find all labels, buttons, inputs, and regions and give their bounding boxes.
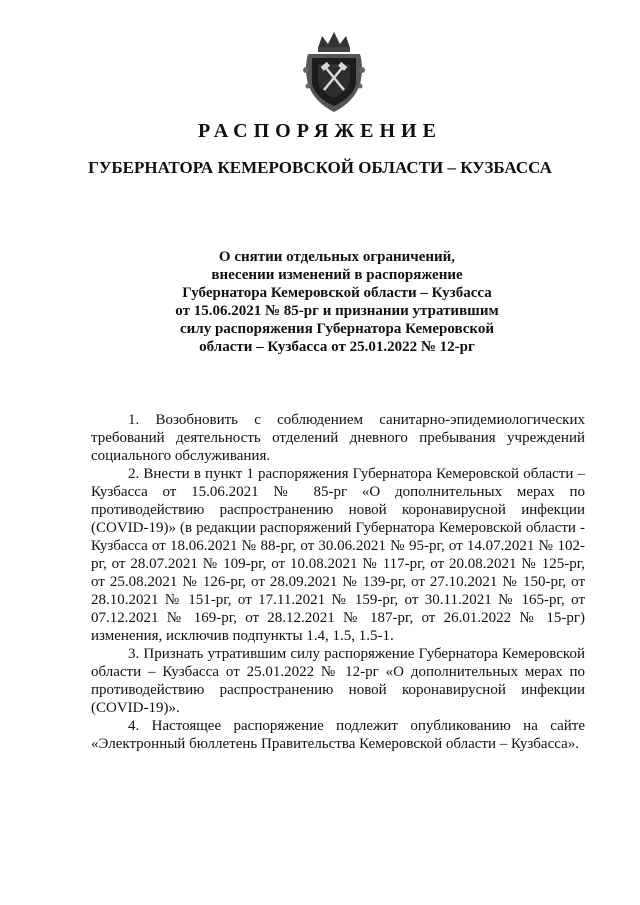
document-body: [91, 411, 585, 753]
heading-line: О снятии отдельных ограничений,: [218, 249, 456, 265]
paragraph-3: 3. Признать утратившим силу распоряжение Губернатора Кемеровской области – Кузбасса от 25.01.2022 № 12-рг «О дополнительных мерах по противодействию распространению новой коронавирусной инфекции (COVID-19)».: [91, 646, 585, 716]
heading-line: области – Кузбасса от 25.01.2022 № 12-рг: [199, 339, 475, 355]
heading-line: внесении изменений в распоряжение: [211, 267, 463, 283]
paragraph-1: 1. Возобновить с соблюдением санитарно-эпидемиологических требований деятельность отделений дневного пребывания учреждений социального обслуживания.: [91, 412, 585, 464]
heading-line: силу распоряжения Губернатора Кемеровской: [180, 321, 494, 337]
document-title: РАСПОРЯЖЕНИЕ: [198, 120, 442, 142]
paragraph-2: 2. Внести в пункт 1 распоряжения Губернатора Кемеровской области – Кузбасса от 15.06.2021 № 85-рг «О дополнительных мерах по противодействию распространению новой коронавирусной инфекции (COVID-19)» (в редакции распоряжений Губернатора Кемеровской области - Кузбасса от 18.06.2021 № 88-рг, от 30.06.2021 № 95-рг, от 14.07.2021 № 102-рг, от 28.07.2021 № 109-рг, от 10.08.2021 № 117-рг, от 20.08.2021 № 125-рг, от 25.08.2021 № 126-рг, от 28.09.2021 № 139-рг, от 27.10.2021 № 150-рг, от 28.10.2021 № 151-рг, от 17.11.2021 № 159-рг, от 30.11.2021 № 165-рг, от 07.12.2021 № 169-рг, от 28.12.2021 № 187-рг, от 26.01.2022 № 15-рг) изменения, исключив подпункты 1.4, 1.5, 1.5-1.: [91, 466, 585, 644]
heading-line: Губернатора Кемеровской области – Кузбасса: [182, 285, 492, 301]
document-heading: [140, 248, 534, 356]
paragraph-4: 4. Настоящее распоряжение подлежит опубликованию на сайте «Электронный бюллетень Правительства Кемеровской области – Кузбасса».: [91, 718, 585, 752]
heading-line: от 15.06.2021 № 85-рг и признании утратившим: [175, 303, 499, 319]
coat-of-arms-icon: [296, 28, 372, 114]
issuer-title: ГУБЕРНАТОРА КЕМЕРОВСКОЙ ОБЛАСТИ – КУЗБАССА: [88, 158, 552, 177]
